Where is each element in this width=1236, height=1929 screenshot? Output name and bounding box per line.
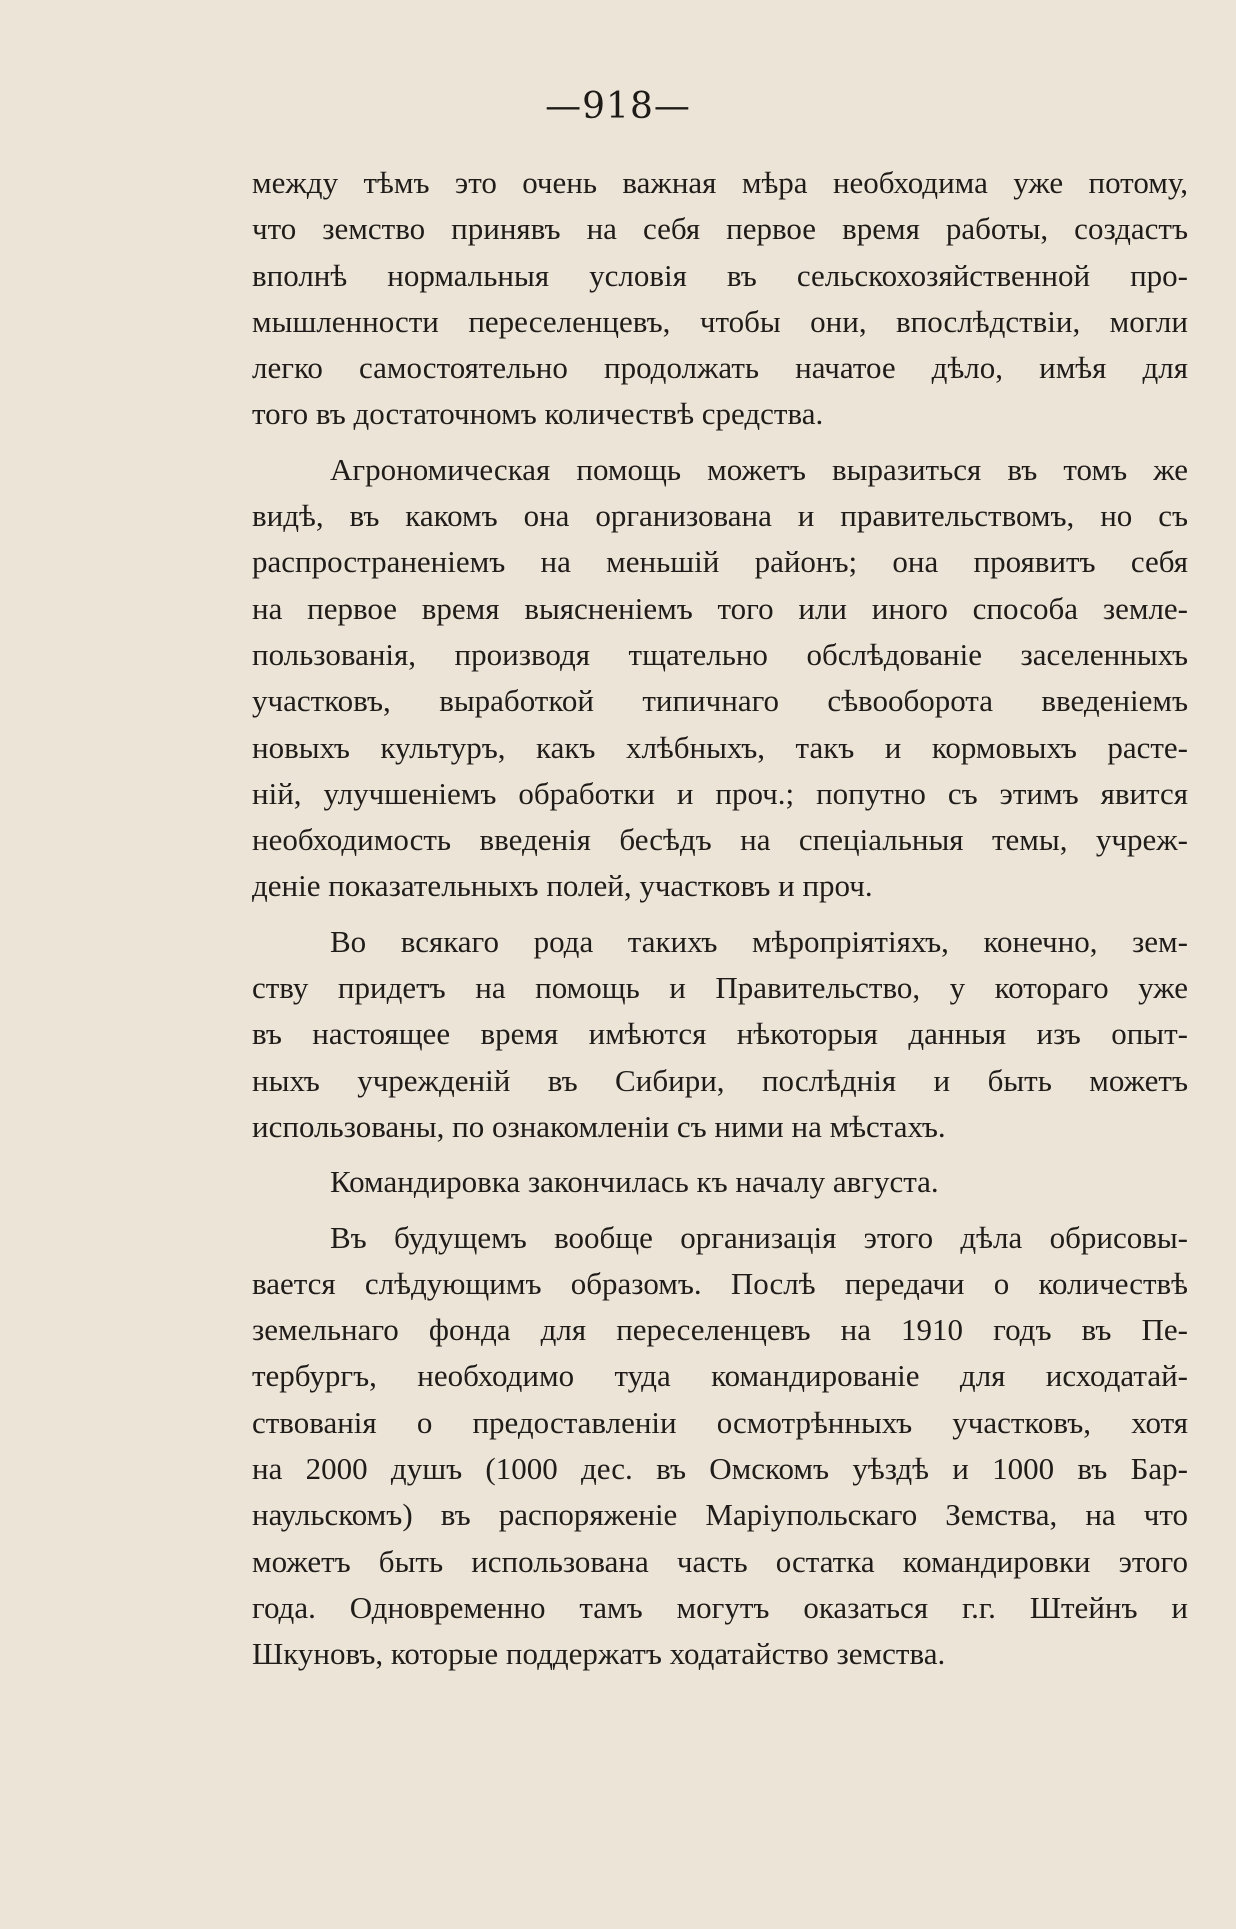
text-line: Во всякаго рода такихъ мѣропріятіяхъ, конечно, зем- [330,923,1188,959]
text-line: земельнаго фонда для переселенцевъ на 1910 годъ въ Пе- [252,1312,1188,1348]
text-line: участковъ, выработкой типичнаго сѣвооборота введеніемъ [252,683,1188,719]
paragraph [252,160,1188,438]
text-line: Командировка закончилась къ началу августа. [330,1164,939,1200]
text-line: можетъ быть использована часть остатка командировки этого [252,1543,1188,1579]
text-line: Агрономическая помощь можетъ выразиться въ томъ же [330,451,1188,487]
text-line: наульскомъ) въ распоряженіе Маріупольскаго Земства, на что [252,1497,1188,1533]
paragraph-gap [252,1150,1188,1159]
text-line: вполнѣ нормальныя условія въ сельскохозяйственной про- [252,257,1188,293]
paragraph [252,919,1188,1150]
text-line: видѣ, въ какомъ она организована и правительствомъ, но съ [252,498,1188,534]
text-line: Шкуновъ, которые поддержатъ ходатайство земства. [252,1636,946,1672]
text-line: Въ будущемъ вообще организація этого дѣла обрисовы- [330,1219,1188,1255]
text-line: на 2000 душъ (1000 дес. въ Омскомъ уѣздѣ и 1000 въ Бар- [252,1451,1188,1487]
text-line: ній, улучшеніемъ обработки и проч.; попутно съ этимъ явится [252,775,1188,811]
paragraph-gap [252,438,1188,447]
text-line: того въ достаточномъ количествѣ средства. [252,396,824,432]
text-line: легко самостоятельно продолжать начатое дѣло, имѣя для [252,350,1188,386]
text-line: использованы, по ознакомленіи съ ними на мѣстахъ. [252,1108,946,1144]
paragraph-gap [252,1206,1188,1215]
text-line: тербургъ, необходимо туда командированіе для исходатай- [252,1358,1188,1394]
text-line: ныхъ учрежденій въ Сибири, послѣднія и быть можетъ [252,1062,1188,1098]
text-line: новыхъ культуръ, какъ хлѣбныхъ, такъ и кормовыхъ расте- [252,729,1188,765]
body-text [252,160,1188,1678]
text-line: мышленности переселенцевъ, чтобы они, впослѣдствіи, могли [252,303,1188,339]
text-line: необходимость введенія бесѣдъ на спеціальныя темы, учреж- [252,822,1188,858]
text-line: распространеніемъ на меньшій районъ; она проявитъ себя [252,544,1188,580]
text-line: между тѣмъ это очень важная мѣра необходима уже потому, [252,165,1188,200]
text-line: что земство принявъ на себя первое время работы, создастъ [252,211,1188,247]
paragraph [252,1159,1188,1205]
text-line: пользованія, производя тщательно обслѣдованіе заселенныхъ [252,636,1188,672]
text-line: вается слѣдующимъ образомъ. Послѣ передачи о количествѣ [252,1265,1188,1301]
paragraph [252,1215,1188,1678]
text-line: въ настоящее время имѣются нѣкоторыя данныя изъ опыт- [252,1016,1188,1052]
page-number: —918— [545,86,691,127]
paragraph-gap [252,910,1188,919]
text-line: на первое время выясненіемъ того или иного способа земле- [252,590,1188,626]
text-line: ствованія о предоставленіи осмотрѣнныхъ участковъ, хотя [252,1404,1188,1440]
paragraph [252,447,1188,910]
text-line: ству придетъ на помощь и Правительство, у котораго уже [252,970,1188,1006]
text-line: деніе показательныхъ полей, участковъ и проч. [252,868,873,904]
text-line: года. Одновременно тамъ могутъ оказаться г.г. Штейнъ и [252,1589,1188,1625]
